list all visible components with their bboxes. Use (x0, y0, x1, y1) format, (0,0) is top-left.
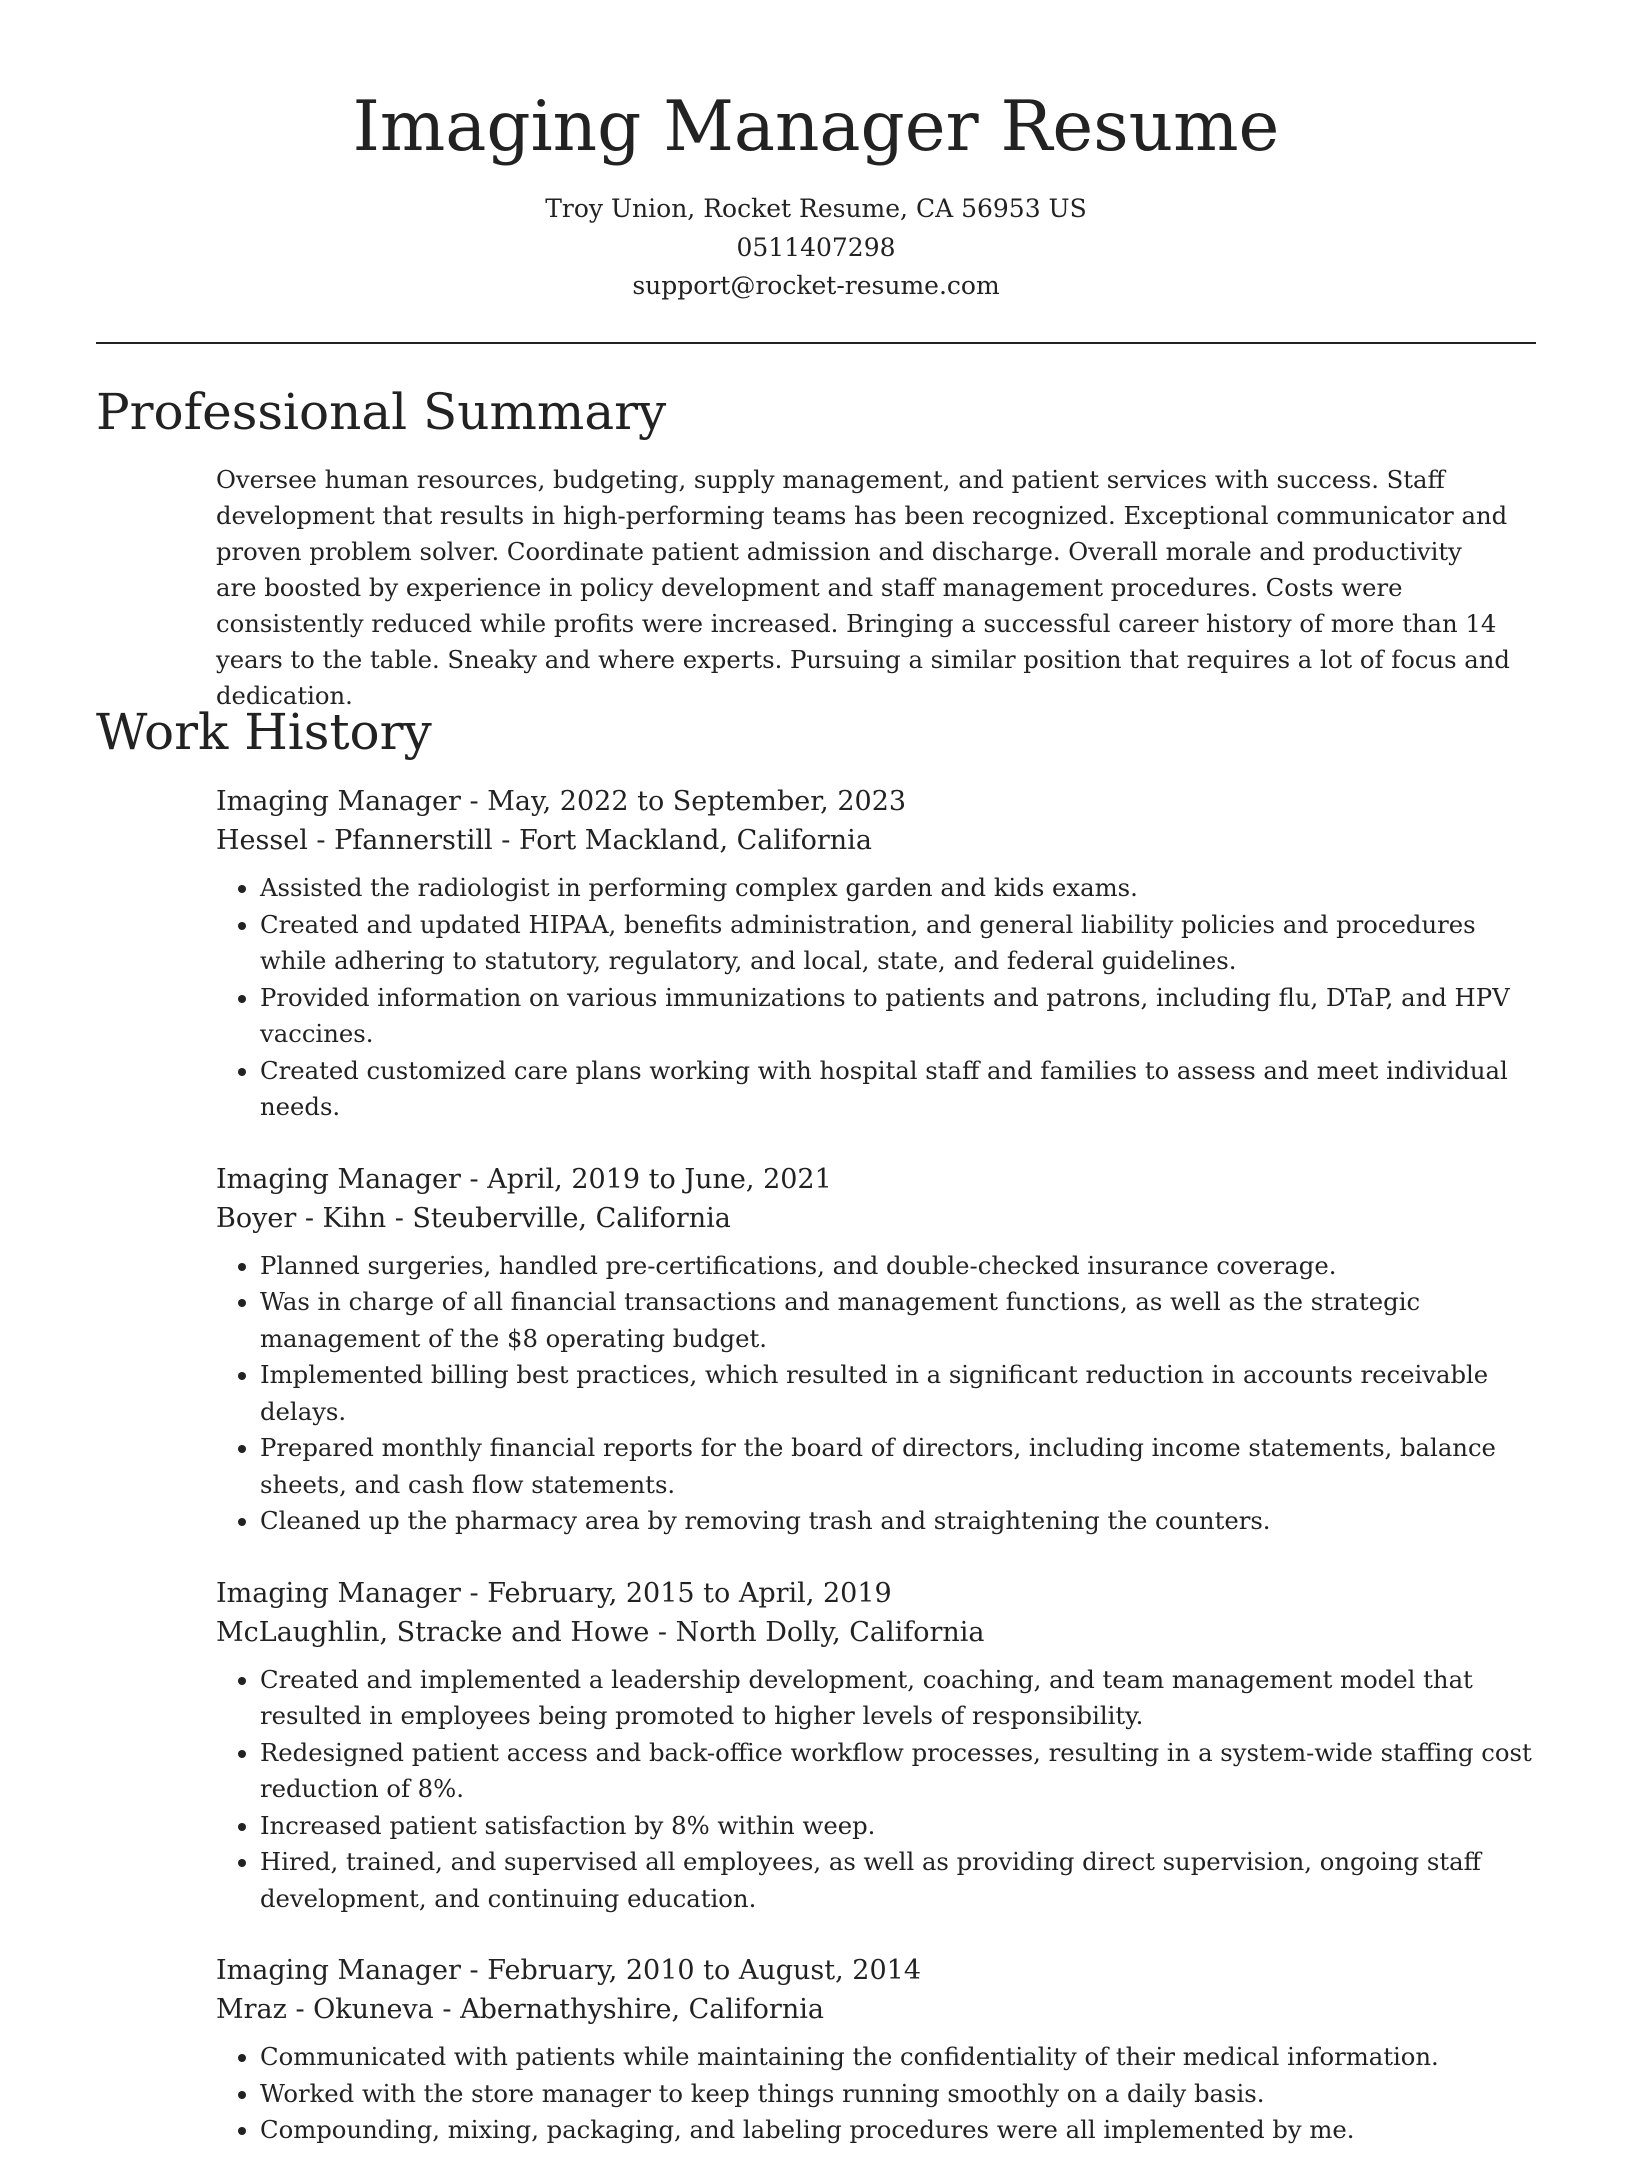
job-bullet: • Assisted the radiologist in performing complex garden and kids exams. (260, 870, 1536, 907)
job-entry (216, 1160, 1536, 1540)
job-title-line: Imaging Manager - May, 2022 to September, 2023 (216, 786, 907, 817)
job-company-line (216, 1613, 1536, 1652)
job-company: Mraz - Okuneva (216, 1994, 434, 2025)
job-bullet: • Created and updated HIPAA, benefits administration, and general liability policies and procedures while adhering to statutory, regulatory, and local, state, and federal guidelines. (260, 907, 1536, 980)
job-bullet: • Compounding, mixing, packaging, and labeling procedures were all implemented by me. (260, 2112, 1536, 2149)
job-bullets (216, 1248, 1536, 1540)
job-bullet: • Worked with the store manager to keep things running smoothly on a daily basis. (260, 2076, 1536, 2113)
job-title-line: Imaging Manager - April, 2019 to June, 2021 (216, 1163, 832, 1195)
job-location: - North Dolly, California (649, 1616, 985, 1648)
job-bullet: • Was in charge of all financial transactions and management functions, as well as the strategic management of the $8 operating budget. (260, 1284, 1536, 1357)
summary-text: Oversee human resources, budgeting, supply management, and patient services with success. Staff development that results in high-performing teams has been recognized. Exceptional communicator and proven problem solver. Coordinate patient admission and discharge. Overall morale and productivity are boosted by experience in policy development and staff management procedures. Costs were consistently reduced while profits were increased. Bringing a successful career history of more than 14 years to the table. Sneaky and where experts. Pursuing a similar position that requires a lot of focus and dedication. (216, 465, 1510, 710)
work-history-list (216, 782, 1536, 2183)
job-bullet: • Increased patient satisfaction by 8% within weep. (260, 1808, 1536, 1845)
work-history-heading: Work History (96, 703, 432, 761)
job-title-line: Imaging Manager - February, 2010 to August, 2014 (216, 1955, 922, 1986)
job-bullet: • Created customized care plans working with hospital staff and families to assess and meet individual needs. (260, 1053, 1536, 1126)
job-location: - Steuberville, California (386, 1202, 731, 1234)
job-company-line (216, 1199, 1536, 1238)
job-bullet: • Created and implemented a leadership development, coaching, and team management model that resulted in employees being promoted to higher levels of responsibility. (260, 1662, 1536, 1735)
job-entry (216, 782, 1536, 1126)
job-title-line: Imaging Manager - February, 2015 to April, 2019 (216, 1577, 892, 1609)
job-company: Hessel - Pfannerstill (216, 825, 493, 856)
header-divider (96, 342, 1536, 344)
contact-phone: 0511407298 (736, 232, 896, 262)
job-bullet: • Planned surgeries, handled pre-certifications, and double-checked insurance coverage. (260, 1248, 1536, 1285)
summary-heading: Professional Summary (96, 383, 667, 441)
job-company-line (216, 1990, 1536, 2029)
job-bullet: • Redesigned patient access and back-office workflow processes, resulting in a system-wide staffing cost reduction of 8%. (260, 1735, 1536, 1808)
job-bullet: • Implemented billing best practices, which resulted in a significant reduction in accounts receivable delays. (260, 1357, 1536, 1430)
job-bullet: • Provided information on various immunizations to patients and patrons, including flu, DTaP, and HPV vaccines. (260, 980, 1536, 1053)
job-company: McLaughlin, Stracke and Howe (216, 1616, 650, 1648)
job-location: - Fort Mackland, California (492, 825, 872, 856)
job-location: - Abernathyshire, California (433, 1994, 824, 2025)
job-company: Boyer - Kihn (216, 1202, 387, 1234)
job-bullet: • Communicated with patients while maintaining the confidentiality of their medical information. (260, 2039, 1536, 2076)
resume-title: Imaging Manager Resume (352, 87, 1280, 167)
job-company-line (216, 821, 1536, 860)
job-entry (216, 1951, 1536, 2149)
job-bullet: • Prepared monthly financial reports for the board of directors, including income statements, balance sheets, and cash flow statements. (260, 1430, 1536, 1503)
contact-address: Troy Union, Rocket Resume, CA 56953 US (545, 194, 1087, 223)
job-bullets (216, 1662, 1536, 1918)
job-bullet: • Cleaned up the pharmacy area by removing trash and straightening the counters. (260, 1503, 1536, 1540)
contact-block (0, 190, 1632, 306)
job-bullets (216, 870, 1536, 1126)
job-entry (216, 1574, 1536, 1918)
job-bullet: • Hired, trained, and supervised all employees, as well as providing direct supervision, ongoing staff development, and continuing education. (260, 1844, 1536, 1917)
contact-email: support@rocket-resume.com (632, 271, 1000, 300)
job-bullets (216, 2039, 1536, 2149)
